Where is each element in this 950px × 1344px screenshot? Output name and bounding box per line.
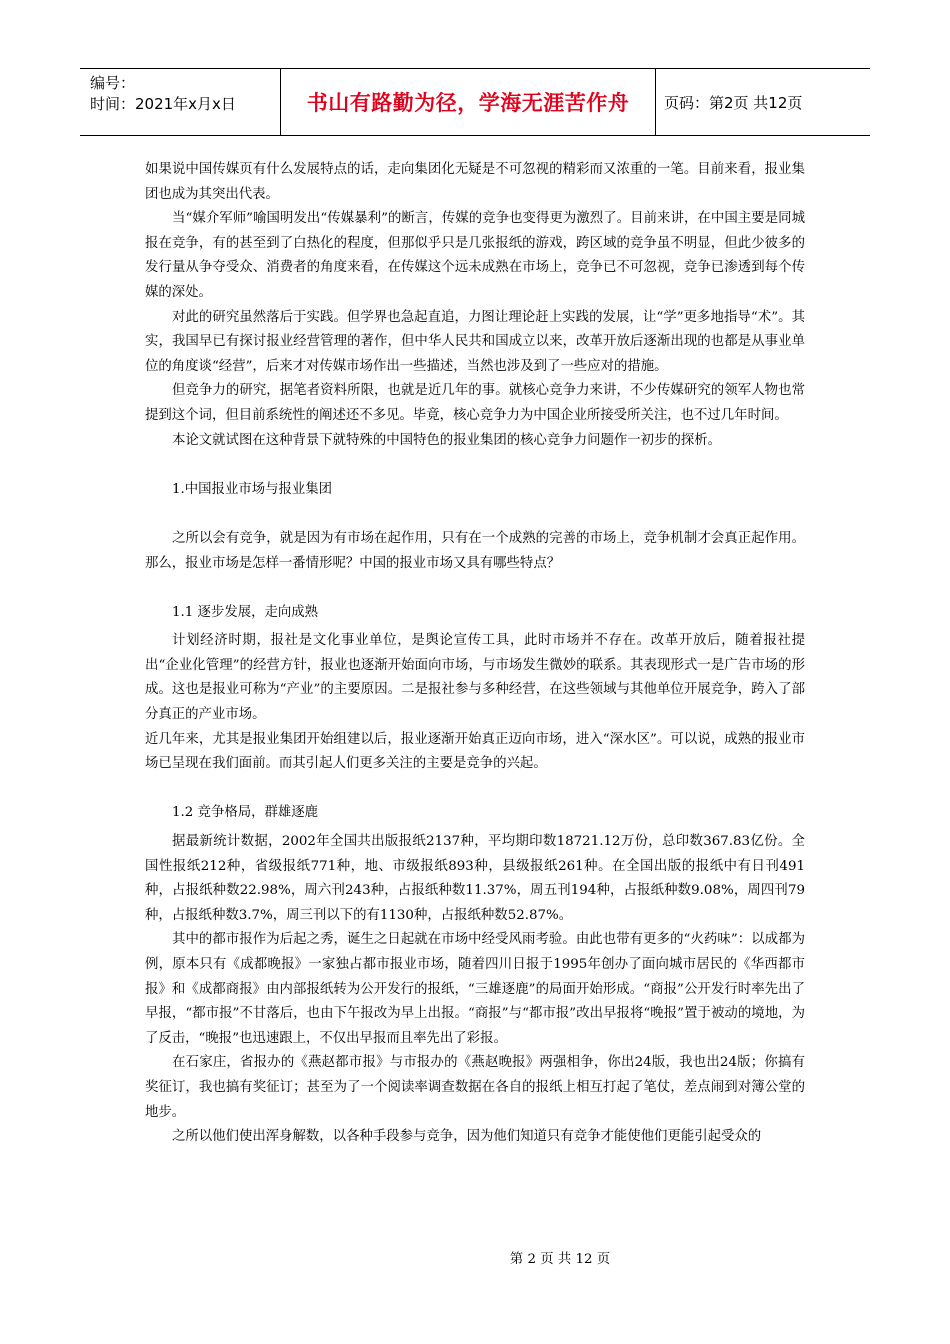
- paragraph: 对此的研究虽然落后于实践。但学界也急起直追，力图让理论赶上实践的发展，让“学”更多地指导“术”。其实，我国早已有探讨报业经营管理的著作，但中华人民共和国成立以来，改革开放后逐渐出现的也都是从事业单位的角度谈“经营”，后来才对传媒市场作出一些描述，当然也涉及到了一些应对的措施。: [145, 309, 805, 374]
- number-label: 编号：: [90, 74, 136, 92]
- paragraph: 如果说中国传媒页有什么发展特点的话，走向集团化无疑是不可忽视的精彩而又浓重的一笔。目前来看，报业集团也成为其突出代表。: [145, 162, 805, 202]
- paragraph: 当“媒介军师”喻国明发出“传媒暴利”的断言，传媒的竞争也变得更为激烈了。目前来讲，在中国主要是同城报在竞争，有的甚至到了白热化的程度，但那似乎只是几张报纸的游戏，跨区域的竞争虽不明显，但此少彼多的发行量从争夺受众、消费者的角度来看，在传媒这个远未成熟在市场上，竞争已不可忽视，竞争已渗透到每个传媒的深处。: [145, 211, 805, 300]
- section-heading: 1.2 竞争格局，群雄逐鹿: [172, 805, 319, 821]
- page-header: [80, 68, 870, 136]
- paragraph: 之所以他们使出浑身解数，以各种手段参与竞争，因为他们知道只有竞争才能使他们更能引起受众的: [172, 1129, 762, 1145]
- paragraph: 本论文就试图在这种背景下就特殊的中国特色的报业集团的核心竞争力问题作一初步的探析。: [172, 432, 722, 448]
- paragraph: 但竞争力的研究，据笔者资料所限，也就是近几年的事。就核心竞争力来讲，不少传媒研究的领军人物也常提到这个词，但目前系统性的阐述还不多见。毕竟，核心竞争力为中国企业所接受所关注，也不过几年时间。: [145, 383, 805, 423]
- paragraph: 之所以会有竞争，就是因为有市场在起作用，只有在一个成熟的完善的市场上，竞争机制才会真正起作用。那么，报业市场是怎样一番情形呢？中国的报业市场又具有哪些特点？: [145, 530, 805, 571]
- header-meta: [80, 69, 281, 135]
- section-heading: 1.1 逐步发展，走向成熟: [172, 604, 319, 620]
- paragraph: 据最新统计数据，2002年全国共出版报纸2137种，平均期印数18721.12万份，总印数367.83亿份。全国性报纸212种，省级报纸771种，地、市级报纸893种，县级报纸261种。在全国出版的报纸中有日刊491种，占报纸种数22.98%，周六刊243种，占报纸种数11.37%，周五刊194种，占报纸种数9.08%，周四刊79种，占报纸种数3.7%，周三刊以下的有1130种，占报纸种数52.87%。: [145, 834, 805, 923]
- time-label: 时间：2021年x月x日: [90, 95, 236, 113]
- header-motto: 书山有路勤为径，学海无涯苦作舟: [281, 69, 656, 135]
- paragraph: 近几年来，尤其是报业集团开始组建以后，报业逐渐开始真正迈向市场，进入“深水区”。可以说，成熟的报业市场已呈现在我们面前。而其引起人们更多关注的主要是竞争的兴起。: [145, 731, 805, 772]
- header-page-code: 页码：第2页 共12页: [664, 93, 803, 112]
- page-footer: 第 2 页 共 12 页: [509, 1252, 611, 1267]
- paragraph: 在石家庄，省报办的《燕赵都市报》与市报办的《燕赵晚报》两强相争，你出24版，我也出24版；你搞有奖征订，我也搞有奖征订；甚至为了一个阅读率调查数据在各自的报纸上相互打起了笔仗，差点闹到对簿公堂的地步。: [145, 1055, 805, 1120]
- section-heading: 1.中国报业市场与报业集团: [172, 481, 333, 497]
- document-body: [145, 158, 805, 1150]
- paragraph: 计划经济时期，报社是文化事业单位，是舆论宣传工具，此时市场并不存在。改革开放后，随着报社提出“企业化管理”的经营方针，报业也逐渐开始面向市场，与市场发生微妙的联系。其表现形式一是广告市场的形成。这也是报业可称为“产业”的主要原因。二是报社参与多种经营，在这些领域与其他单位开展竞争，跨入了部分真正的产业市场。: [145, 633, 805, 723]
- paragraph: 其中的都市报作为后起之秀，诞生之日起就在市场中经受风雨考验。由此也带有更多的“火药味”：以成都为例，原本只有《成都晚报》一家独占都市报业市场，随着四川日报于1995年创办了面向城市居民的《华西都市报》和《成都商报》由内部报纸转为公开发行的报纸，“三雄逐鹿”的局面开始形成。“商报”公开发行时率先出了早报，“都市报”不甘落后，也由下午报改为早上出报。“商报”与“都市报”改出早报将“晚报”置于被动的境地，为了反击，“晚报”也迅速跟上，不仅出早报而且率先出了彩报。: [145, 932, 805, 1046]
